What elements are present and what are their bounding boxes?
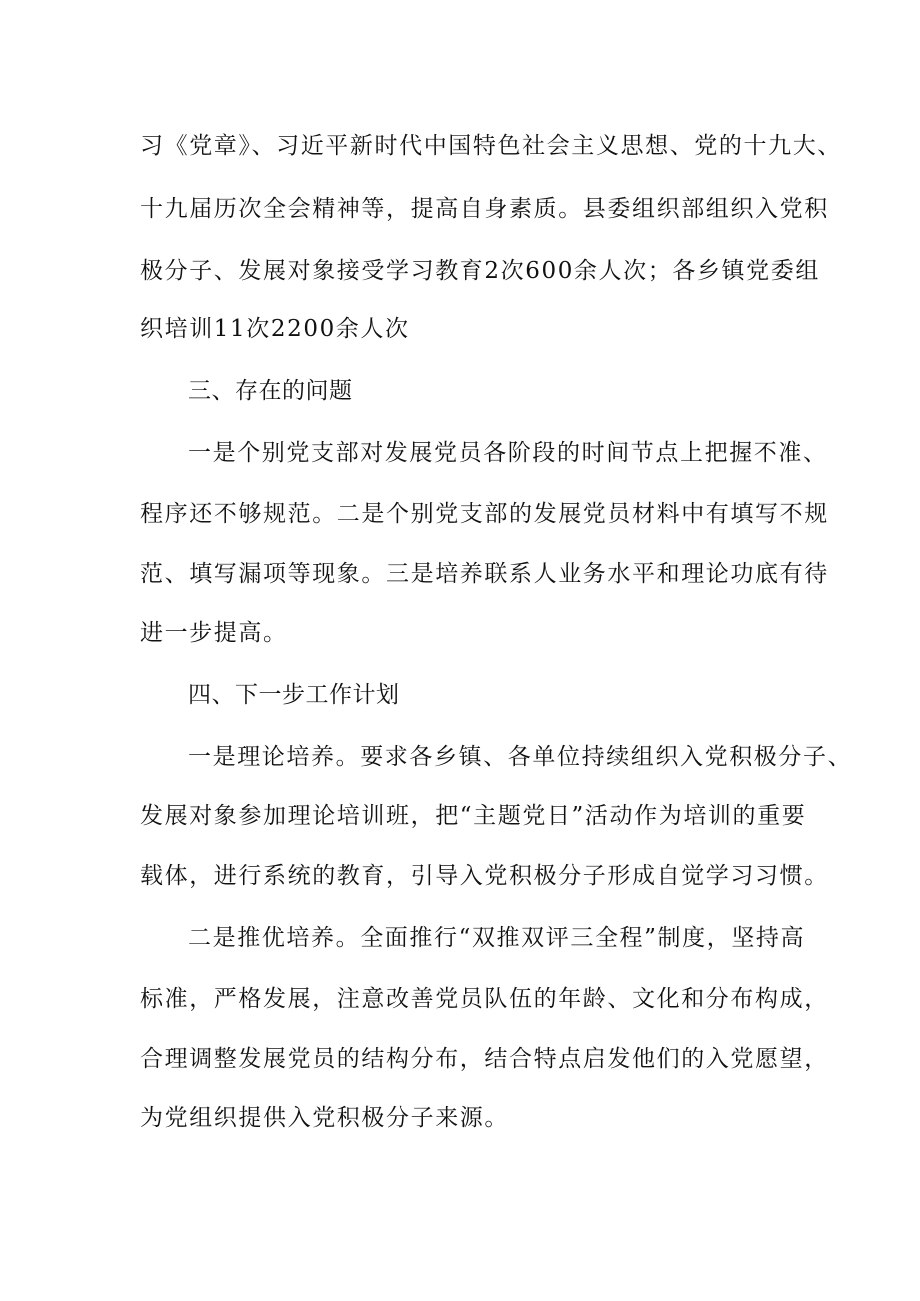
- paragraph-line: 一是个别党支部对发展党员各阶段的时间节点上把握不准、: [188, 440, 828, 466]
- section-heading: 四、下一步工作计划: [188, 682, 400, 708]
- paragraph-line: 进一步提高。: [140, 620, 288, 646]
- paragraph-line: 极分子、发展对象接受学习教育2次600余人次；各乡镇党委组: [140, 258, 820, 284]
- paragraph-line: 二是推优培养。全面推行“双推双评三全程”制度，坚持高: [188, 925, 806, 951]
- paragraph-line: 程序还不够规范。二是个别党支部的发展党员材料中有填写不规: [140, 501, 829, 527]
- paragraph-line: 合理调整发展党员的结构分布，结合特点启发他们的入党愿望，: [140, 1046, 829, 1072]
- paragraph-line: 一是理论培养。要求各乡镇、各单位持续组织入党积极分子、: [188, 744, 853, 770]
- paragraph-line: 习《党章》、习近平新时代中国特色社会主义思想、党的十九大、: [140, 133, 842, 159]
- paragraph-line: 范、填写漏项等现象。三是培养联系人业务水平和理论功底有待: [140, 561, 829, 587]
- paragraph-line: 载体，进行系统的教育，引导入党积极分子形成自觉学习习惯。: [140, 863, 829, 889]
- section-heading: 三、存在的问题: [188, 378, 353, 404]
- paragraph-line: 发展对象参加理论培训班，把“主题党日”活动作为培训的重要: [140, 803, 807, 829]
- paragraph-line: 为党组织提供入党积极分子来源。: [140, 1105, 509, 1131]
- paragraph-line: 织培训11次2200余人次: [140, 316, 410, 342]
- paragraph-line: 标准，严格发展，注意改善党员队伍的年龄、文化和分布构成，: [140, 986, 829, 1012]
- paragraph-line: 十九届历次全会精神等，提高自身素质。县委组织部组织入党积: [140, 196, 829, 222]
